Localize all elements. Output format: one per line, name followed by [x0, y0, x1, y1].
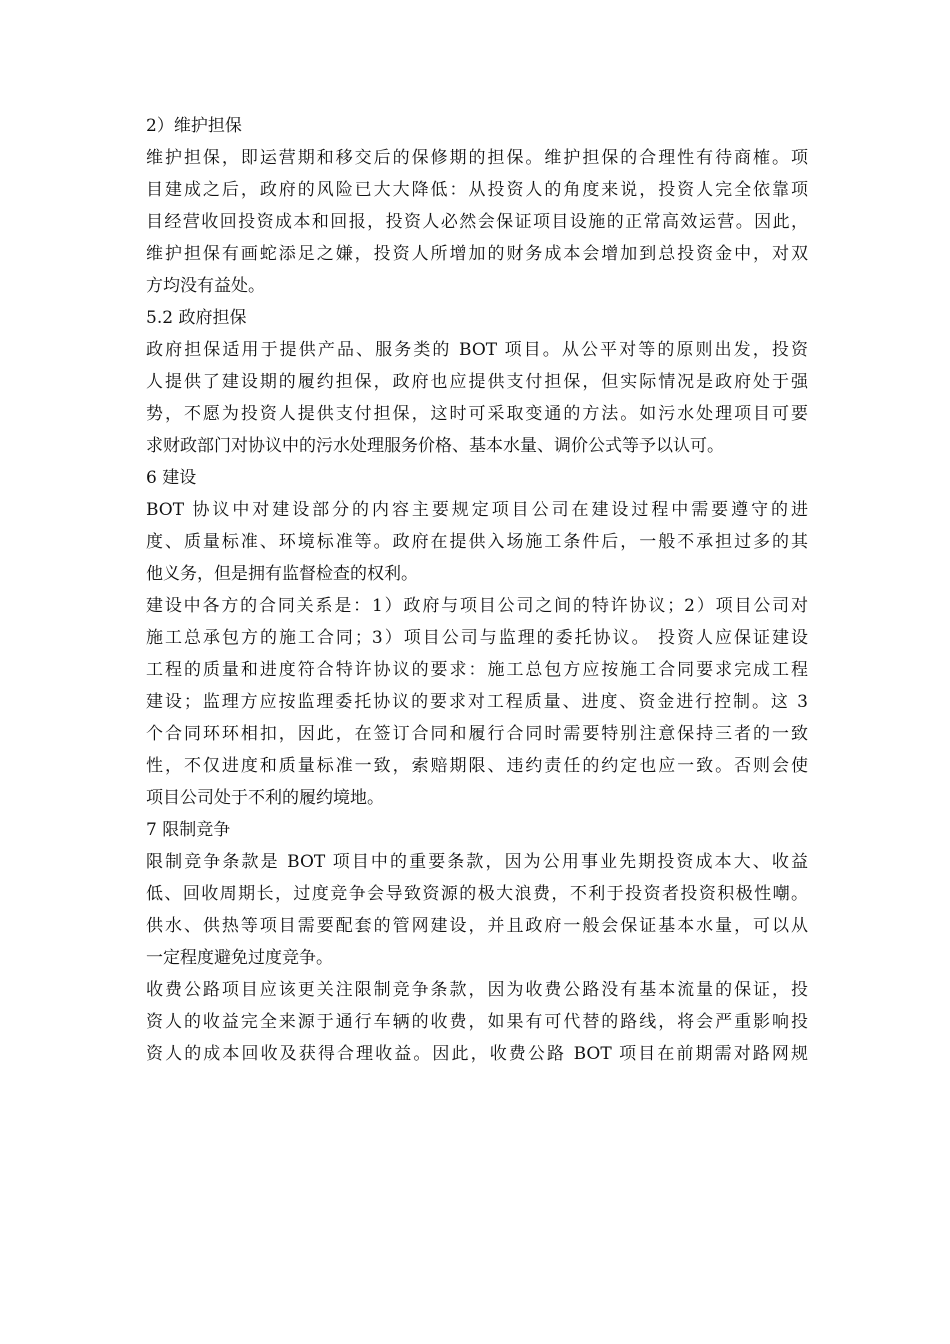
text-line: 一定程度避免过度竞争。 — [146, 948, 333, 968]
text-line: 建设；监理方应按监理委托协议的要求对工程质量、进度、资金进行控制。这 3 — [146, 692, 808, 712]
text-line: 建设中各方的合同关系是：1）政府与项目公司之间的特许协议；2）项目公司对 — [146, 596, 808, 616]
text-line: 资人的收益完全来源于通行车辆的收费，如果有可代替的路线，将会严重影响投 — [146, 1012, 808, 1032]
text-line: 项目公司处于不利的履约境地。 — [146, 788, 384, 808]
text-line: 势，不愿为投资人提供支付担保，这时可采取变通的方法。如污水处理项目可要 — [146, 404, 808, 424]
text-line: 目建成之后，政府的风险已大大降低：从投资人的角度来说，投资人完全依靠项 — [146, 180, 808, 200]
text-line: 政府担保适用于提供产品、服务类的 BOT 项目。从公平对等的原则出发，投资 — [146, 340, 808, 360]
text-line: 维护担保有画蛇添足之嫌，投资人所增加的财务成本会增加到总投资金中，对双 — [146, 244, 808, 264]
text-line: 供水、供热等项目需要配套的管网建设，并且政府一般会保证基本水量，可以从 — [146, 916, 808, 936]
text-line: 度、质量标准、环境标准等。政府在提供入场施工条件后，一般不承担过多的其 — [146, 532, 808, 552]
text-line: 6 建设 — [146, 468, 197, 488]
document-body — [146, 110, 808, 1070]
text-line: 2）维护担保 — [146, 116, 242, 136]
text-line: 性，不仅进度和质量标准一致，索赔期限、违约责任的约定也应一致。否则会使 — [146, 756, 808, 776]
text-line: 收费公路项目应该更关注限制竞争条款，因为收费公路没有基本流量的保证，投 — [146, 980, 808, 1000]
text-line: 求财政部门对协议中的污水处理服务价格、基本水量、调价公式等予以认可。 — [146, 436, 724, 456]
text-line: 低、回收周期长，过度竞争会导致资源的极大浪费，不利于投资者投资积极性嘲。 — [146, 884, 808, 904]
text-line: 人提供了建设期的履约担保，政府也应提供支付担保，但实际情况是政府处于强 — [146, 372, 808, 392]
text-line: 5.2 政府担保 — [146, 308, 247, 328]
text-line: 资人的成本回收及获得合理收益。因此，收费公路 BOT 项目在前期需对路网规 — [146, 1044, 808, 1064]
text-line: 工程的质量和进度符合特许协议的要求：施工总包方应按施工合同要求完成工程 — [146, 660, 808, 680]
text-line: 7 限制竞争 — [146, 820, 231, 840]
text-line: 目经营收回投资成本和回报，投资人必然会保证项目设施的正常高效运营。因此， — [146, 212, 808, 232]
text-line: 方均没有益处。 — [146, 276, 265, 296]
text-line: 限制竞争条款是 BOT 项目中的重要条款，因为公用事业先期投资成本大、收益 — [146, 852, 808, 872]
text-line: 个合同环环相扣，因此，在签订合同和履行合同时需要特别注意保持三者的一致 — [146, 724, 808, 744]
text-line: 施工总承包方的施工合同；3）项目公司与监理的委托协议。 投资人应保证建设 — [146, 628, 808, 648]
text-line: 他义务，但是拥有监督检查的权利。 — [146, 564, 418, 584]
text-line: BOT 协议中对建设部分的内容主要规定项目公司在建设过程中需要遵守的进 — [146, 500, 808, 520]
text-line: 维护担保，即运营期和移交后的保修期的担保。维护担保的合理性有待商榷。项 — [146, 148, 808, 168]
